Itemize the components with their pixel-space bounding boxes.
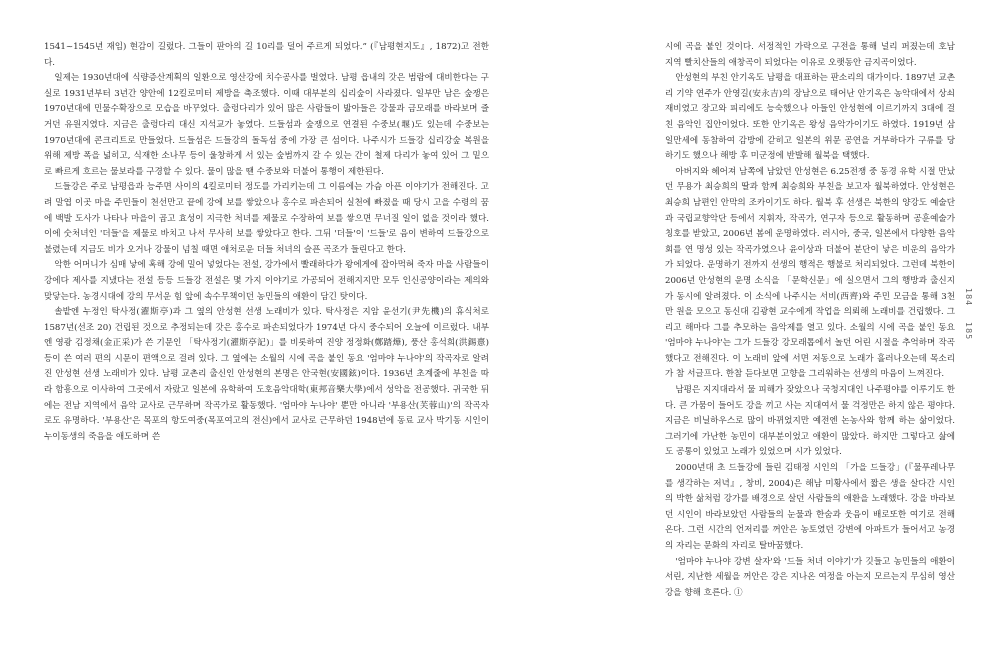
paragraph: 시에 곡을 붙인 것이다. 서정적인 가락으로 구전을 통해 널리 퍼졌는데 호남 지역 빨치산들의 애창곡이 되었다는 이유로 오랫동안 금지곡이었다. [665, 42, 955, 68]
right-page-number: 185 [964, 321, 973, 341]
paragraph: '엄마야 누나야 강변 살자'와 '드들 처녀 이야기'가 깃들고 농민들의 애환이 서린, 지난한 세월을 꺼안은 강은 지나온 여정을 아는지 모르는지 무심히 영산강을 향해 흐른다. ⓛ [665, 556, 955, 598]
page-numbers [964, 282, 973, 346]
paragraph: 아버지와 헤어져 남쪽에 남았던 안성현은 6.25전쟁 중 동경 유학 시절 만났던 무용가 최승희의 딸과 함께 최승희와 부친을 보고자 월북하였다. 안성현은 최승희 남편인 안막의 조카이기도 하다. 월북 후 선생은 북한의 양강도 예술단과 국립교향악단 등에서 지휘자, 작곡가, 연구자 등으로 활동하며 공훈예술가 칭호를 받았고, 2006년 봄에 운명하였다. 러시아, 중국, 일본에서 다양한 음악회를 연 명성 있는 작곡가였으나 윤이상과 더불어 분단이 낳은 비운의 음악가가 되었다. 운명하기 전까지 선생의 행적은 행불로 처리되었다. 그런데 북한이 2006년 안성현의 운명 소식을 「문학신문」에 실으면서 그의 행방과 출신지가 동시에 알려졌다. 이 소식에 나주시는 서비(西齊)와 주민 모금을 통해 3천만 원을 모으고 동신대 김광현 교수에게 작업을 의뢰해 노래비를 건립했다. 그리고 해마다 그를 추모하는 음악제를 열고 있다. 소월의 시에 곡을 붙인 동요 '엄마야 누나야'는 그가 드들강 강모래톱에서 놀던 어린 시절을 추억하며 작곡했다고 전해진다. 이 노래비 앞에 서면 저동으로 노래가 흘러나오는데 목소리가 참 서글프다. 한참 듣다보면 고향을 그리워하는 선생의 마음이 느껴진다. [665, 166, 955, 380]
paragraph: 악한 어머니가 심매 낳에 혹해 강에 밀어 넣었다는 전설, 강가에서 빨래하다가 왕에게에 잡아먹혀 죽자 마을 사람들이 강에다 제사를 지냈다는 전설 등등 드들강 전설은 몇 가지 이야기로 가공되어 전해지지만 모두 인신공양이라는 제의와 맞닿는다. 농경시대에 강의 무서운 힘 앞에 속수무책이던 농민들의 애환이 담긴 탓이다. [44, 260, 489, 302]
paragraph: 안성현의 부친 안기옥도 남평을 대표하는 판소리의 대가이다. 1897년 교촌리 기약 연주가 안영길(安永吉)의 장남으로 태어난 안기옥은 농악대에서 상쇠재비였고 장고와 피리에도 능숙했으나 아들인 안성현에 이르기까지 3대에 걸친 음악인 집안이었다. 또한 안기옥은 왕성 음악가이기도 하였다. 1919년 삼일만세에 동참하여 감방에 갇히고 일본의 위문 공연을 거부하다가 구류를 당하기도 했으나 해방 후 미군정에 반발해 월북을 택했다. [665, 73, 955, 162]
paragraph: 일제는 1930년대에 식량증산계획의 일환으로 영산강에 치수공사를 벌였다. 남평 읍내의 갓은 범람에 대비한다는 구실로 1931년부터 3년간 양안에 12킬로미터 제방을 축조했다. 이때 대부분의 십리숲이 사라졌다. 일부만 남은 숲쟁은 1970년대에 민물수확장으로 모습을 바꾸었다. 출렁다리가 있어 많은 사람들이 밟아들은 강물과 금모래를 바라보며 즐거던 유원지였다. 지금은 출렁다리 대신 지석교가 놓였다. 드들섬과 숲쟁으로 연결된 수중보(堰)도 있는데 수중보는 1970년대에 콘크리트로 만들었다. 드들섬은 드들강의 돌독섬 중에 가장 큰 섬이다. 나주시가 드들강 십리강숲 복원을 위해 제방 폭을 넓히고, 식재한 소나무 등이 울창하게 서 있는 숲범까지 갈 수 있는 간이 철제 다리가 놓여 있어 그 밑으로 빠르게 흐르는 물보라를 구경할 수 있다. 물이 많을 땐 수중보와 더불어 통행이 제한된다. [44, 73, 489, 177]
paragraph: 솔밭엔 누정인 탁사정(濯斯亭)과 그 옆의 안성현 선생 노래비가 있다. 탁사정은 지암 윤선기(尹先機)의 휴식처로 1587년(선조 20) 건립된 것으로 추정되는데 갓은 홍수로 파손되었다가 1974년 다시 중수되어 오늘에 이르렀다. 내부엔 영광 김정채(金正采)가 쓴 기문인 「탁사정기(濯斯亭記)」를 비롯하여 진양 정정화(鄭踏燁), 풍산 홍석희(洪錫憙) 등이 쓴 여러 편의 시문이 편액으로 걸려 있다. 그 옆에는 소월의 시에 곡을 붙인 동요 '엄마야 누나야'의 작곡자로 알려진 안성현 선생 노래비가 있다. 남평 교촌리 출신인 안성현의 본명은 안국현(安國鉉)이다. 1936년 초계줄에 부친을 따라 함흥으로 이사하여 그곳에서 자랐고 일본에 유학하여 도호음악대학(東邦音樂大學)에서 성악을 전공했다. 귀국한 뒤에는 전남 지역에서 음악 교사로 근무하며 작곡가로 활동했다. '엄마야 누나야' 뿐만 아니라 '부용산(芙蓉山)'의 작곡자로도 유명하다. '부용산'은 목포의 항도여중(목포여고의 전신)에서 교사로 근무하던 1948년에 동료 교사 박기동 시인이 누이동생의 죽음을 애도하며 쓴 [44, 307, 489, 442]
paragraph: 남평은 지지대라서 물 피해가 잦았으나 국청지대인 나주평야를 이루기도 한다. 큰 가뭄이 들어도 강을 끼고 사는 지대여서 물 걱정만은 하지 않은 평야다. 지금은 비닐하우스로 많이 바뀌었지만 예전엔 논농사와 함께 하는 삶이었다. 그러기에 가난한 농민이 대부분이었고 애환이 많았다. 하지만 그렇다고 삶에도 공통이 있었고 노래가 있었으며 시가 있었다. [665, 385, 955, 458]
left-page-body [44, 40, 489, 445]
right-page-body [665, 40, 955, 601]
paragraph: 1541~1545년 재임) 현감이 길렀다. 그들이 판아의 길 10리를 덜어 주르게 되었다.” (『남평현지도』, 1872)고 전한다. [44, 42, 489, 68]
left-page-number: 184 [964, 288, 973, 307]
paragraph: 드들강은 주로 남평읍과 능주면 사이의 4킬로미터 정도를 가리키는데 그 이름에는 가슴 아픈 이야기가 전해진다. 고려 말엽 이곳 마을 주민들이 천선만고 끝에 강에 보를 쌓았으나 홍수로 파손되어 실천에 빠졌을 때 당시 고을 수령의 꿈에 백발 도사가 나타나 마을이 곱고 효성이 지극한 처녀를 제물로 수장하여 보를 쌓으면 무너질 일이 없을 것이라 했다. 이에 숫처녀인 '더들'을 제물로 바치고 나서 무사히 보를 쌓았다고 한다. 그뒤 '더들'이 '드들'로 음이 변하여 드들강으로 불렸는데 지금도 비가 오거나 강물이 넘칠 때면 애처로운 더들 처녀의 슬픈 곡조가 들린다고 한다. [44, 182, 489, 255]
paragraph: 2000년대 초 드들강에 들린 김태정 시인의 「가을 드들강」(『물푸레나무를 생각하는 저녁』, 창비, 2004)은 해남 미황사에서 짧은 생을 살다간 시인의 박한 삶처럼 강가를 배경으로 살던 사람들의 애환을 노래했다. 강을 바라보던 시인이 바라보았던 사람들의 눈물과 한숨과 웃음이 배로또한 여기로 전해 온다. 그런 시간의 언저리를 꺼안은 농토였던 강변에 아파트가 들어서고 농경의 자리는 문화의 자리로 탈바꿈했다. [665, 463, 955, 551]
